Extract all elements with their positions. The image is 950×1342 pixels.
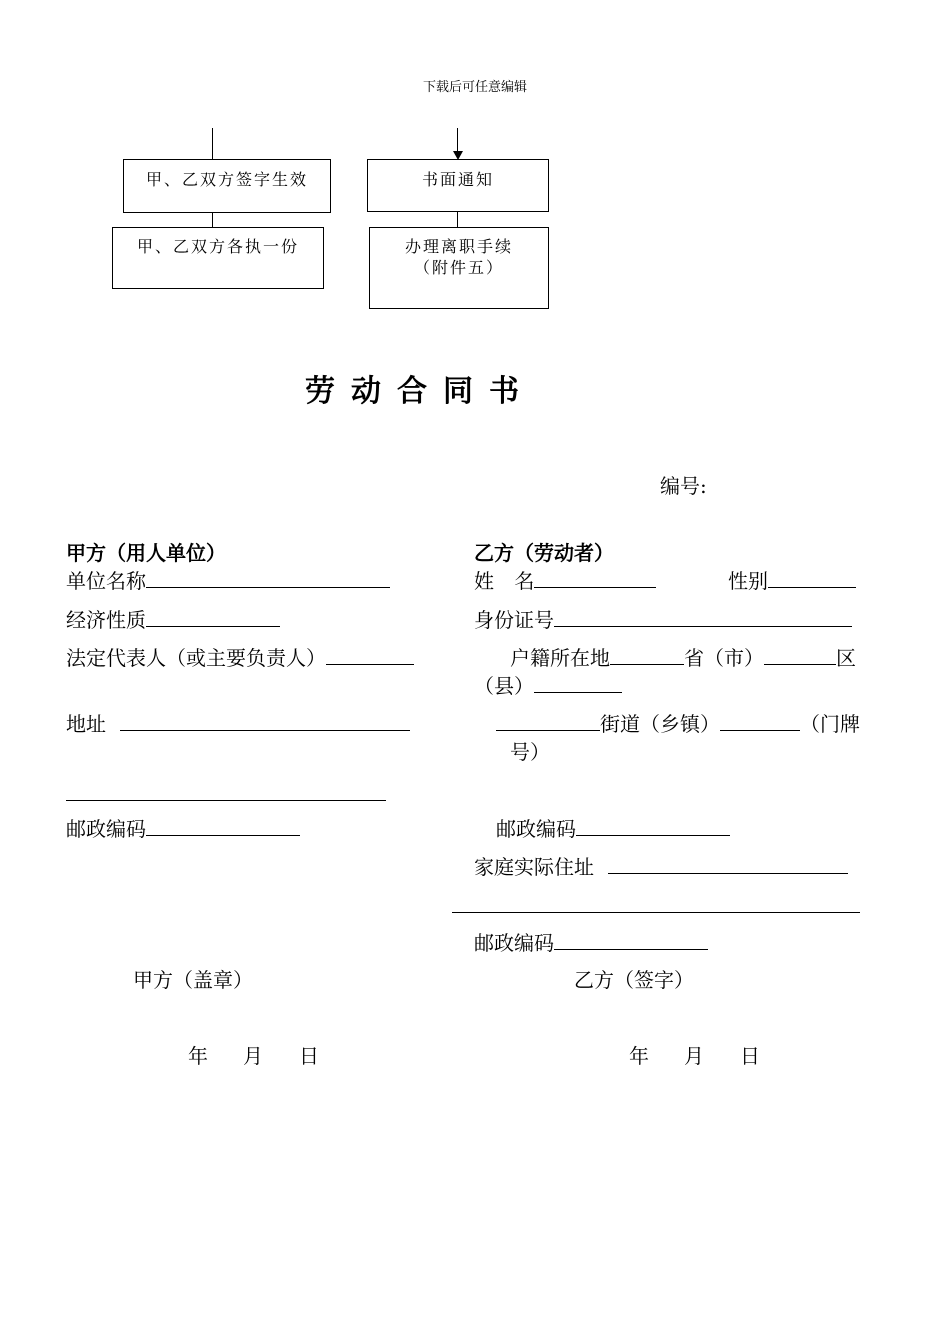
- party-a-address-field[interactable]: [120, 712, 410, 731]
- party-b-postcode2-row: [474, 930, 708, 956]
- party-b-name-field[interactable]: [534, 569, 656, 588]
- flow-box-written-notice: [367, 159, 549, 212]
- flow-connector-left-top: [212, 128, 213, 159]
- party-a-date-day: 日: [299, 1044, 319, 1068]
- party-a-unit-name-label: 单位名称: [66, 569, 146, 593]
- party-b-sign: 乙方（签字）: [574, 968, 694, 992]
- flow-connector-right-top: [457, 128, 458, 152]
- party-a-postcode-label: 邮政编码: [66, 817, 146, 841]
- party-b-county-label: （县）: [474, 674, 534, 698]
- flow-box-resignation: [369, 227, 549, 309]
- party-a-econ-row: [66, 607, 280, 633]
- party-b-district-label: 区: [836, 646, 856, 670]
- party-a-address-line2[interactable]: [66, 800, 386, 801]
- party-b-name-label-2: 名: [514, 569, 535, 593]
- party-a-address-label: 地址: [66, 712, 106, 736]
- party-a-legal-rep-row: [66, 645, 414, 671]
- party-b-gender-row: [728, 568, 856, 594]
- flow-box-resignation-line2: （附件五）: [413, 258, 504, 277]
- party-b-id-row: [474, 607, 852, 633]
- party-b-hukou-district-field[interactable]: [764, 646, 836, 665]
- party-b-postcode-field[interactable]: [576, 817, 730, 836]
- party-b-hukou-row: [510, 645, 856, 671]
- party-b-door-label: （门牌: [800, 712, 860, 736]
- party-b-door-row2: 号）: [510, 740, 550, 764]
- party-a-heading: 甲方（用人单位）: [66, 541, 226, 565]
- party-a-postcode-row: [66, 816, 300, 842]
- party-b-county-field[interactable]: [534, 674, 622, 693]
- party-b-postcode-label: 邮政编码: [496, 817, 576, 841]
- party-b-county-row: [474, 673, 622, 699]
- party-a-postcode-field[interactable]: [146, 817, 300, 836]
- flow-connector-right-mid: [457, 212, 458, 227]
- flow-box-each-copy-label: 甲、乙双方各执一份: [136, 237, 299, 256]
- page-title: 劳动合同书: [305, 374, 535, 409]
- party-a-legal-rep-label: 法定代表人（或主要负责人）: [66, 646, 326, 670]
- party-b-postcode2-label: 邮政编码: [474, 931, 554, 955]
- party-b-name-label-1: 姓: [474, 569, 494, 593]
- party-b-home-line2[interactable]: [452, 912, 860, 913]
- party-a-unit-name-row: [66, 568, 390, 594]
- party-b-street-row: [496, 711, 860, 737]
- party-a-unit-name-field[interactable]: [146, 569, 390, 588]
- party-b-date-day: 日: [740, 1044, 760, 1068]
- party-b-date-year: 年: [629, 1044, 649, 1068]
- party-b-hukou-province-field[interactable]: [610, 646, 684, 665]
- party-b-gender-field[interactable]: [768, 569, 856, 588]
- download-note: 下载后可任意编辑: [422, 80, 527, 95]
- flow-connector-left-mid: [212, 213, 213, 227]
- party-b-gender-label: 性别: [728, 569, 768, 593]
- party-b-province-label: 省（市）: [684, 646, 764, 670]
- party-a-legal-rep-field[interactable]: [326, 646, 414, 665]
- party-b-home-label: 家庭实际住址: [474, 855, 594, 879]
- party-a-address-row: [66, 711, 410, 737]
- flow-box-sign-effective-label: 甲、乙双方签字生效: [145, 170, 308, 189]
- flow-box-written-notice-label: 书面通知: [421, 170, 494, 189]
- party-b-street-field[interactable]: [496, 712, 600, 731]
- party-a-econ-label: 经济性质: [66, 608, 146, 632]
- party-b-home-field[interactable]: [608, 855, 848, 874]
- party-a-date-month: 月: [243, 1044, 263, 1068]
- party-b-id-label: 身份证号: [474, 608, 554, 632]
- party-a-econ-field[interactable]: [146, 608, 280, 627]
- party-a-seal: 甲方（盖章）: [133, 968, 253, 992]
- party-b-heading: 乙方（劳动者）: [474, 541, 614, 565]
- party-b-home-row: [474, 854, 848, 880]
- party-b-hukou-label: 户籍所在地: [510, 646, 610, 670]
- party-b-name-row: [474, 568, 656, 594]
- party-a-date-year: 年: [188, 1044, 208, 1068]
- flow-box-sign-effective: [123, 159, 331, 213]
- flow-box-each-copy: [112, 227, 324, 289]
- flow-box-resignation-line1: 办理离职手续: [404, 237, 513, 256]
- party-b-id-field[interactable]: [554, 608, 852, 627]
- party-b-street-label: 街道（乡镇）: [600, 712, 720, 736]
- party-b-date-month: 月: [684, 1044, 704, 1068]
- contract-number-label: 编号:: [660, 474, 707, 498]
- party-b-postcode2-field[interactable]: [554, 931, 708, 950]
- party-b-door-field[interactable]: [720, 712, 800, 731]
- party-b-postcode-row: [496, 816, 730, 842]
